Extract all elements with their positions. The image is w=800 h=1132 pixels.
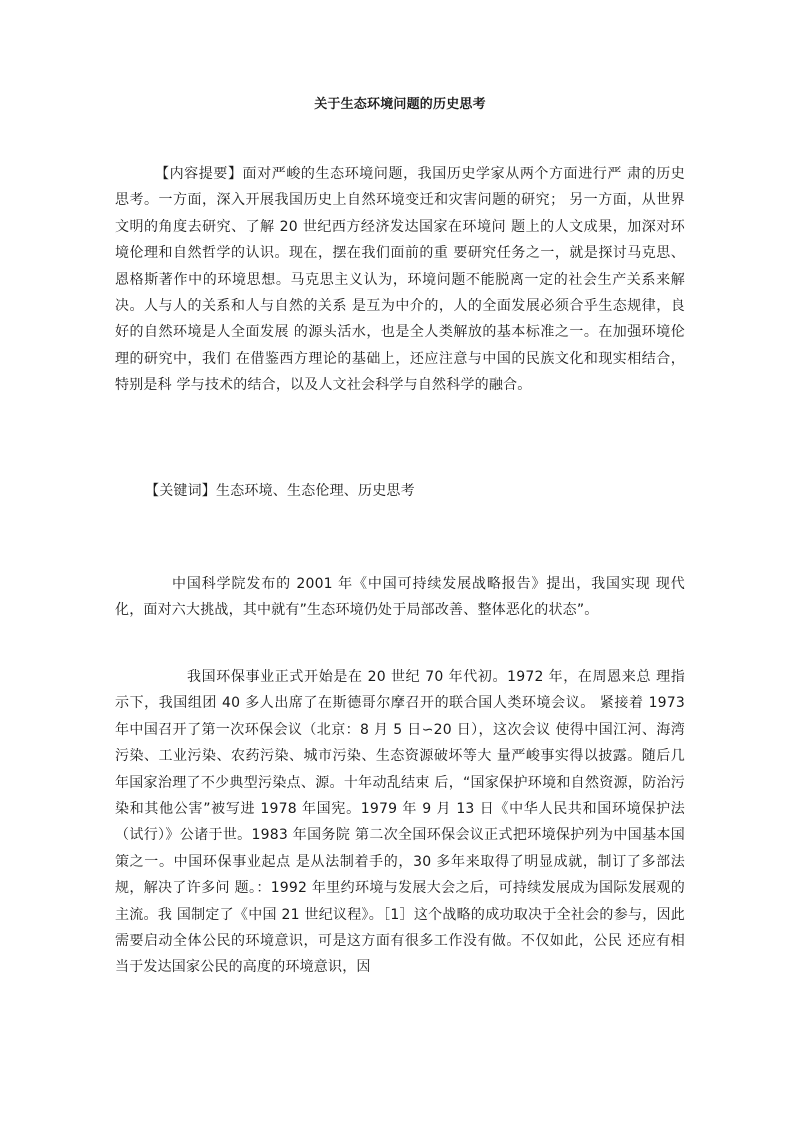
body-paragraph-1: 中国科学院发布的 2001 年《中国可持续发展战略报告》提出，我国实现 现代化，面对六大挑战，其中就有”生态环境仍处于局部改善、整体恶化的状态”。: [115, 576, 685, 619]
document-title: 关于生态环境问题的历史思考: [314, 97, 486, 112]
abstract-paragraph: 【内容提要】面对严峻的生态环境问题，我国历史学家从两个方面进行严 肃的历史思考。一方面，深入开展我国历史上自然环境变迁和灾害问题的研究； 另一方面，从世界文明的角度去研究、了解 20 世纪西方经济发达国家在环境问 题上的人文成果，加深对环境伦理和自然哲学的认识。现在，摆在我们面前的重 要研究任务之一，就是探讨马克思、恩格斯著作中的环境思想。马克思主义认为，环境问题不能脱离一定的社会生产关系来解决。人与人的关系和人与自然的关系 是互为中介的，人的全面发展必须合乎生态规律，良好的自然环境是人全面发展 的源头活水，也是全人类解放的基本标准之一。在加强环境伦理的研究中，我们 在借鉴西方理论的基础上，还应注意与中国的民族文化和现实相结合，特别是科 学与技术的结合，以及人文社会科学与自然科学的融合。: [115, 166, 685, 394]
body-paragraph-2: 我国环保事业正式开始是在 20 世纪 70 年代初。1972 年，在周恩来总 理指示下，我国组团 40 多人出席了在斯德哥尔摩召开的联合国人类环境会议。 紧接着 1973 年中国召开了第一次环保会议（北京：8 月 5 日∽20 日），这次会议 使得中国江河、海湾污染、工业污染、农药污染、城市污染、生态资源破坏等大 量严峻事实得以披露。随后几年国家治理了不少典型污染点、源。十年动乱结束 后，“国家保护环境和自然资源，防治污染和其他公害”被写进 1978 年国宪。1979 年 9 月 13 日《中华人民共和国环境保护法（试行）》公诸于世。1983 年国务院 第二次全国环保会议正式把环境保护列为中国基本国策之一。中国环保事业起点 是从法制着手的，30 多年来取得了明显成就，制订了多部法规，解决了许多问 题。：1992 年里约环境与发展大会之后，可持续发展成为国际发展观的主流。我 国制定了《中国 21 世纪议程》。［1］这个战略的成功取决于全社会的参与，因此 需要启动全体公民的环境意识，可是这方面有很多工作没有做。不仅如此，公民 还应有相当于发达国家公民的高度的环境意识，因: [115, 669, 685, 976]
keywords-line: 【关键词】生态环境、生态伦理、历史思考: [145, 483, 415, 499]
